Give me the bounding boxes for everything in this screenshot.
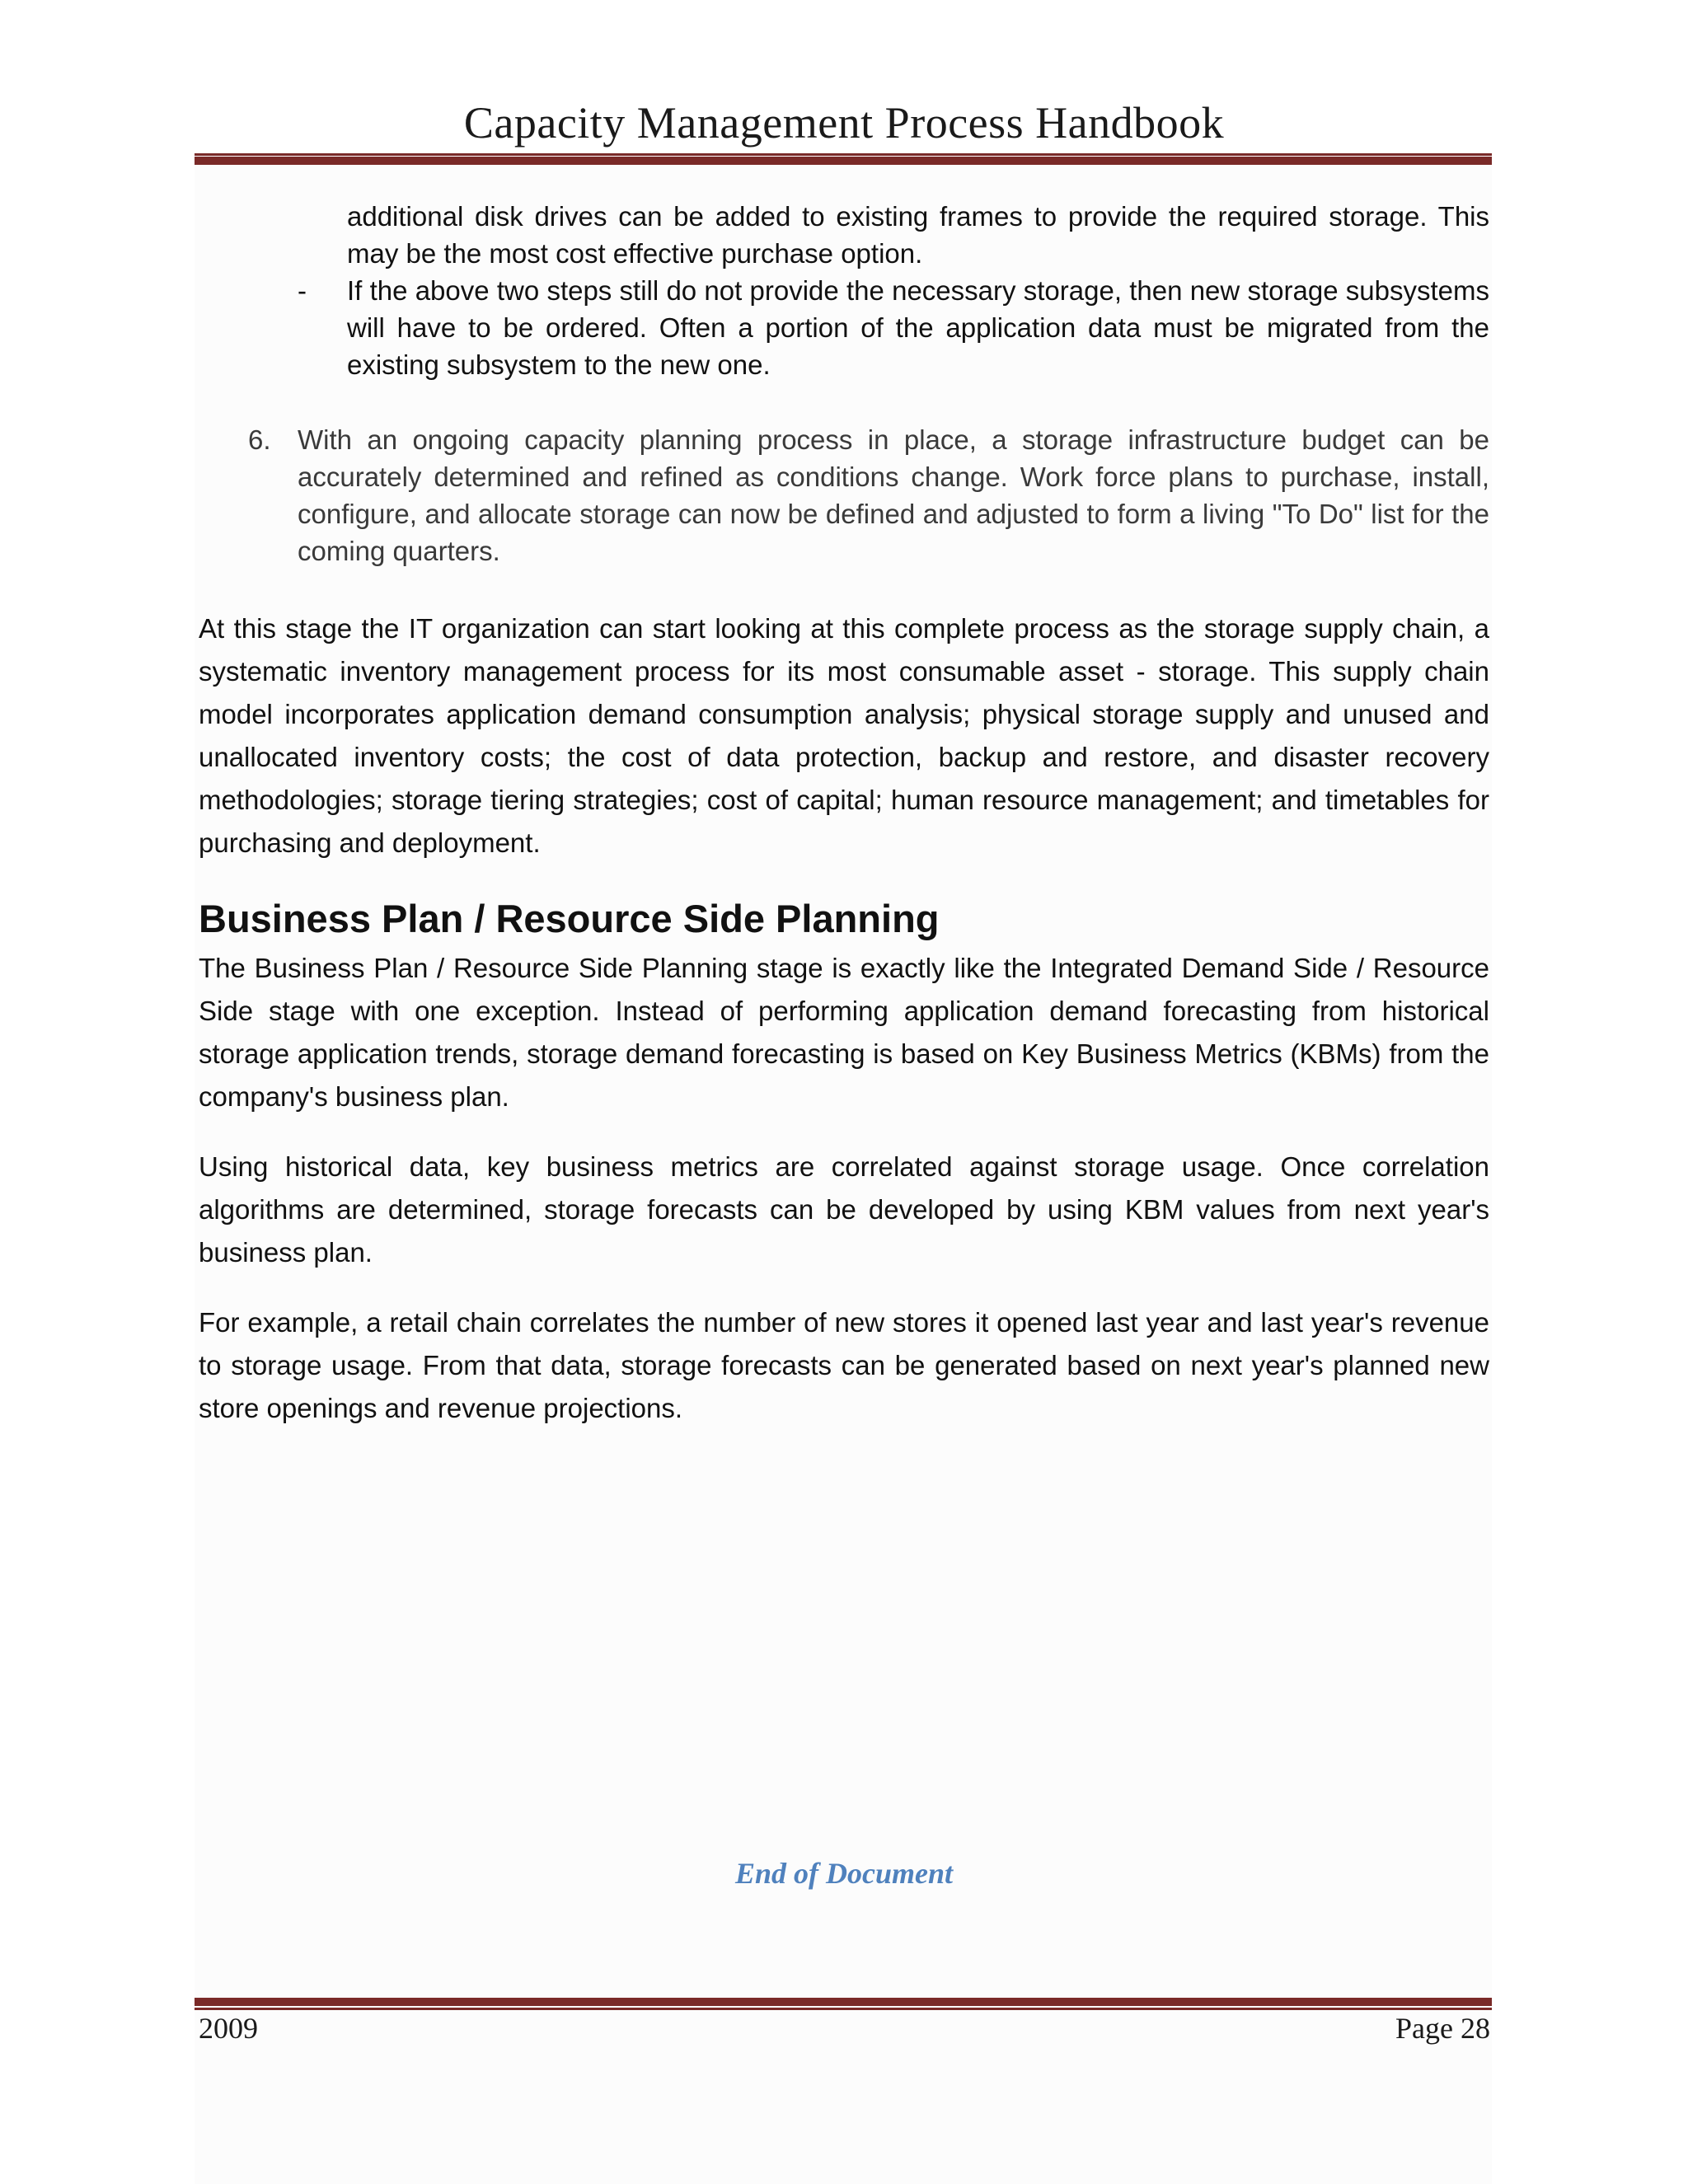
footer-page-number: Page 28	[1395, 2012, 1490, 2045]
list-number: 6.	[248, 424, 271, 455]
header-title: Capacity Management Process Handbook	[463, 98, 1225, 148]
dash-marker: -	[298, 275, 307, 306]
end-of-document-label: End of Document	[734, 1857, 954, 1890]
header-rule-thick	[195, 157, 1492, 165]
dash-list-item	[199, 272, 1489, 383]
header-rule-thin	[195, 153, 1492, 156]
footer-rule-thick	[195, 1998, 1492, 2006]
footer-year: 2009	[199, 2012, 258, 2045]
intro-paragraph: At this stage the IT organization can start looking at this complete process as the storage supply chain, a systematic inventory management process for its most consumable asset - storage. This supply chain model incorporates application demand consumption analysis; physical storage supply and unused and unallocated inventory costs; the cost of data protection, backup and restore, and disaster recovery methodologies; storage tiering strategies; cost of capital; human resource management; and timetables for purchasing and deployment.	[199, 613, 1489, 858]
section-paragraph-1: The Business Plan / Resource Side Planning stage is exactly like the Integrated Demand Side / Resource Side stage with one exception. Instead of performing application demand forecasting from historical storage application trends, storage demand forecasting is based on Key Business Metrics (KBMs) from the company's business plan.	[199, 953, 1489, 1112]
section-paragraph-3: For example, a retail chain correlates the number of new stores it opened last year and last year's revenue to storage usage. From that data, storage forecasts can be generated based on next year's planned new store openings and revenue projections.	[199, 1307, 1489, 1423]
numbered-list-item	[199, 421, 1489, 569]
document-body	[199, 198, 1489, 1430]
section-heading: Business Plan / Resource Side Planning	[199, 897, 940, 940]
list-continuation-text: additional disk drives can be added to existing frames to provide the required storage. This may be the most cost effective purchase option.	[347, 201, 1489, 269]
dash-item-text: If the above two steps still do not provide the necessary storage, then new storage subsystems will have to be ordered. Often a portion of the application data must be migrated from the existing subsystem to the new one.	[347, 275, 1489, 380]
section-paragraph-2: Using historical data, key business metrics are correlated against storage usage. Once correlation algorithms are determined, storage forecasts can be developed by using KBM values from next year's business plan.	[199, 1151, 1489, 1268]
footer-rule-thin	[195, 2008, 1492, 2010]
numbered-item-text: With an ongoing capacity planning process in place, a storage infrastructure budget can be accurately determined and refined as conditions change. Work force plans to purchase, install, configure, and allocate storage can now be defined and adjusted to form a living "To Do" list for the coming quarters.	[298, 424, 1489, 566]
